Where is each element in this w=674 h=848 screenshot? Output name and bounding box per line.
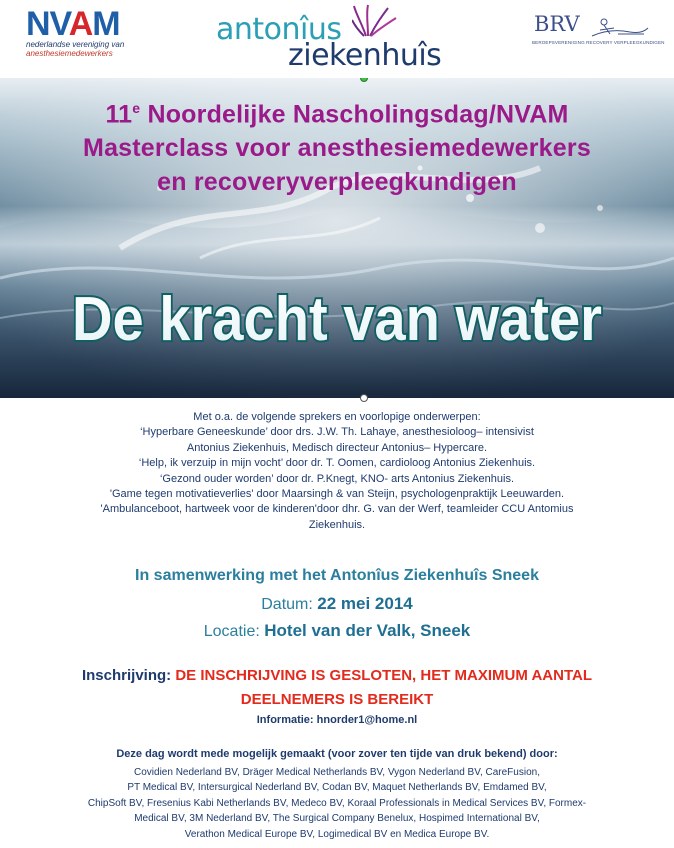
location-label: Locatie: (203, 623, 260, 640)
antonius-flower-icon (352, 4, 422, 38)
sponsor-line-2: PT Medical BV, Intersurgical Nederland BV, Codan BV, Maquet Netherlands BV, Emdamed BV, (127, 782, 547, 794)
nvam-logo-word (26, 5, 156, 43)
nvam-logo (26, 5, 156, 58)
registration-status-1: DE INSCHRIJVING IS GESLOTEN, HET MAXIMUM AANTAL (175, 667, 593, 684)
sponsor-line-5: Verathon Medical Europe BV, Logimedical BV en Medica Europe BV. (184, 828, 490, 840)
sponsor-line-1: Covidien Nederland BV, Dräger Medical Netherlands BV, Vygon Nederland BV, CareFusion, (134, 767, 540, 778)
brv-logo-word: BRV (534, 12, 580, 36)
brv-figure-icon (590, 14, 650, 40)
sponsor-line-3: ChipSoft BV, Fresenius Kabi Netherlands BV, Medeco BV, Koraal Professionals in Medical Services BV, Formex- (87, 797, 587, 809)
sponsor-line-4: Medical BV, 3M Nederland BV, The Surgical Company Benelux, Hospimed International BV, (134, 813, 540, 825)
info-label: Informatie: (256, 714, 314, 726)
speaker-line-1: ‘Hyperbare Geneeskunde’ door drs. J.W. Th. Lahaye, anesthesioloog– intensivist (140, 426, 534, 439)
speaker-line-4: ‘Gezond ouder worden’ door dr. P.Knegt, KNO- arts Antonius Ziekenhuis. (159, 472, 515, 485)
partner-line: In samenwerking met het Antonîus Ziekenhuîs Sneek (135, 567, 539, 584)
edition-number: 11 (105, 100, 133, 129)
title-line-1 (0, 100, 674, 129)
sponsor-list (0, 765, 674, 842)
registration-line-2 (0, 691, 674, 708)
nvam-logo-nv: NV (26, 5, 69, 43)
title-line-1-text: Noordelijke Nascholingsdag/NVAM (140, 100, 569, 129)
speaker-line-2: Antonius Ziekenhuis, Medisch directeur Antonius– Hypercare. (186, 441, 488, 454)
brv-logo (532, 12, 665, 52)
speaker-line-3: ‘Help, ik verzuip in mijn vocht’ door dr. T. Oomen, cardioloog Antonius Ziekenhuis. (138, 457, 536, 470)
nvam-tagline-2: anesthesiemedewerkers (26, 49, 113, 58)
sponsor-heading: Deze dag wordt mede mogelijk gemaakt (voor zover ten tijde van druk bekend) door: (116, 748, 558, 760)
registration-line-1 (0, 667, 674, 684)
info-email[interactable]: hnorder1@home.nl (316, 714, 418, 726)
water-banner (0, 78, 674, 398)
logo-strip (0, 0, 674, 78)
edition-superscript: e (132, 100, 141, 116)
registration-label: Inschrijving: (81, 667, 172, 684)
location-line (0, 621, 674, 641)
selection-bottom-handle (360, 394, 368, 402)
speaker-line-5: 'Game tegen motivatieverlies' door Maarsingh & van Steijn, psychologenpraktijk Leeuwarden. (109, 488, 565, 501)
theme-title-text: De kracht van water (72, 285, 602, 354)
antonius-logo (212, 4, 452, 74)
location-value: Hotel van der Valk, Sneek (264, 621, 471, 640)
speaker-line-7: Ziekenhuis. (308, 518, 366, 531)
nvam-tagline-1: nederlandse vereniging van (26, 40, 125, 49)
speaker-line-6: 'Ambulanceboot, hartweek voor de kinderen'door dhr. G. van der Werf, teamleider CCU Antomius (100, 503, 574, 516)
date-value: 22 mei 2014 (317, 594, 413, 613)
antonius-logo-line2: ziekenhuîs (288, 38, 442, 73)
info-line (0, 714, 674, 726)
antonius-logo-line1: antonîus (216, 12, 342, 47)
theme-title (0, 274, 674, 364)
title-line-2: Masterclass voor anesthesiemedewerkers (83, 134, 591, 162)
brv-tagline: BEROEPSVERENIGING RECOVERY VERPLEEGKUNDIGEN (532, 40, 665, 45)
nvam-logo-a: A (68, 5, 93, 43)
title-line-3: en recoveryverpleegkundigen (157, 168, 517, 196)
date-label: Datum: (261, 596, 313, 613)
nvam-logo-m: M (92, 5, 120, 43)
date-line (0, 594, 674, 614)
speaker-intro: Met o.a. de volgende sprekers en voorlopige onderwerpen: (193, 411, 481, 423)
speaker-list (0, 410, 674, 533)
registration-status-2: DEELNEMERS IS BEREIKT (240, 691, 434, 708)
